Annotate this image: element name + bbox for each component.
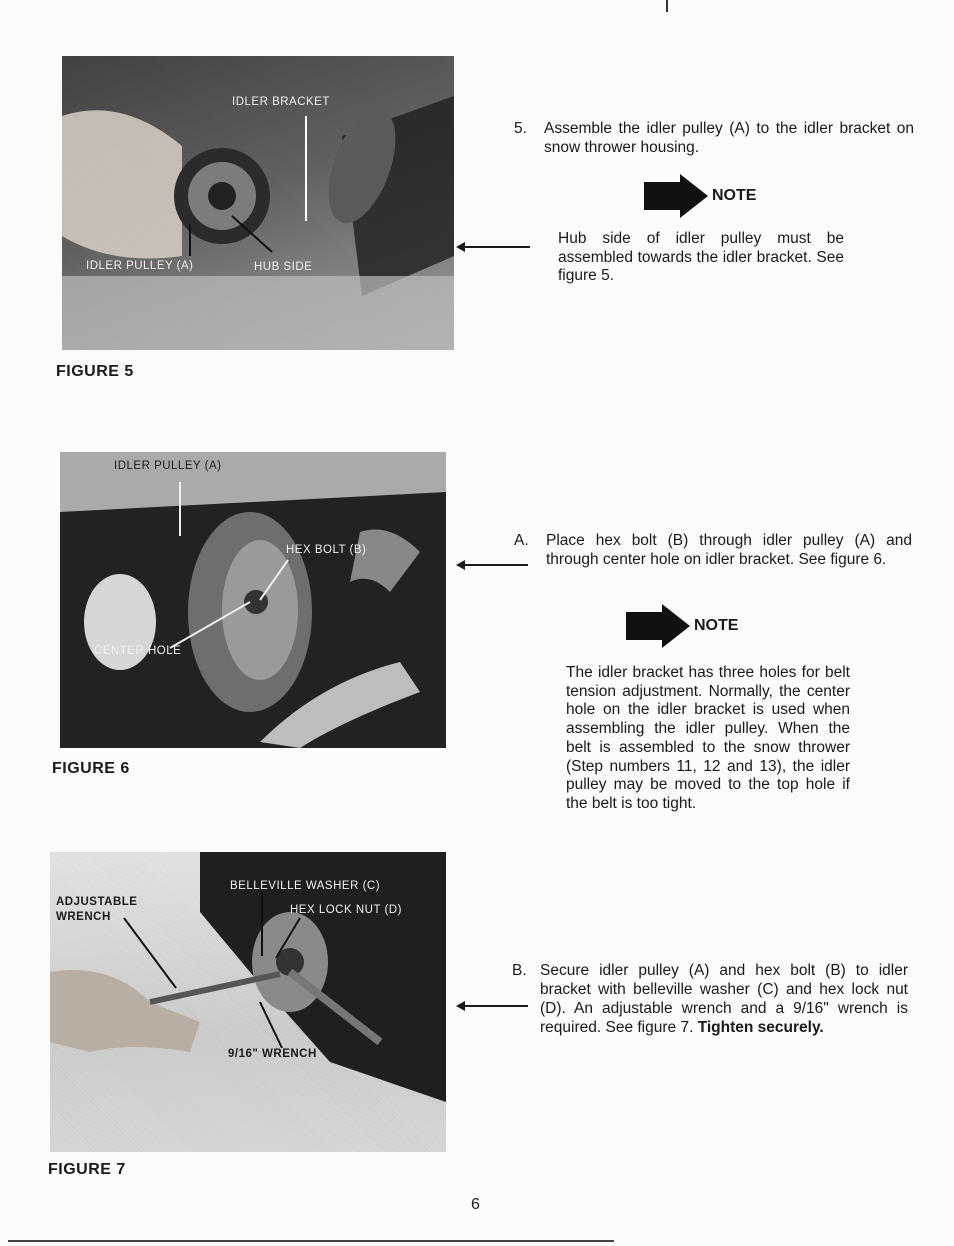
label-belleville-washer: BELLEVILLE WASHER (C) <box>230 880 381 892</box>
step-number: 5. <box>514 120 527 137</box>
pointer-arrow-step-5 <box>458 246 530 248</box>
label-hex-bolt: HEX BOLT (B) <box>286 544 367 556</box>
label-adjustable-wrench-2: WRENCH <box>56 911 111 923</box>
label-idler-pulley: IDLER PULLEY (A) <box>86 260 194 272</box>
step-5 <box>514 119 914 159</box>
figure-7-photo <box>50 852 446 1152</box>
step-text: Assemble the idler pulley (A) to the idler bracket on snow thrower housing. <box>544 120 914 156</box>
note-arrow-icon <box>626 604 690 648</box>
figure-6-photo <box>60 452 446 748</box>
label-hex-lock-nut: HEX LOCK NUT (D) <box>290 904 402 916</box>
step-number: B. <box>512 962 527 979</box>
step-text-body: Secure idler pulley (A) and hex bolt (B) to idler bracket with belleville washer (C) and hex lock nut (D). An adjustable wrench and a 9/16" wrench is required. See figure 7. <box>540 962 908 1036</box>
note-label: NOTE <box>694 617 739 634</box>
note-callout-step-a <box>626 604 756 648</box>
crop-mark <box>666 0 668 12</box>
label-idler-pulley-fig6: IDLER PULLEY (A) <box>114 460 222 472</box>
figure-7-caption: FIGURE 7 <box>48 1161 126 1178</box>
note-arrow-icon <box>644 174 708 218</box>
label-hub-side: HUB SIDE <box>254 261 313 273</box>
step-text-emphasis: Tighten securely. <box>697 1019 824 1036</box>
note-callout-step-5 <box>644 174 764 218</box>
label-center-hole: CENTER HOLE <box>94 645 182 657</box>
figure-6-illustration <box>60 452 446 748</box>
page-number: 6 <box>471 1196 480 1213</box>
note-text-step-5: Hub side of idler pulley must be assembled towards the idler bracket. See figure 5. <box>558 230 844 285</box>
label-idler-bracket: IDLER BRACKET <box>232 96 330 108</box>
label-916-wrench: 9/16" WRENCH <box>228 1048 317 1060</box>
label-adjustable-wrench-1: ADJUSTABLE <box>56 896 138 908</box>
bottom-rule <box>8 1240 614 1242</box>
figure-5-caption: FIGURE 5 <box>56 363 134 380</box>
note-text-step-a: The idler bracket has three holes for belt tension adjustment. Normally, the center hole on the idler bracket is used when assembling the idler pulley. When the belt is assembled to the snow thrower (Step numbers 11, 12 and 13), the idler pulley may be moved to the top hole if the belt is too tight. <box>566 664 850 812</box>
step-b <box>512 961 908 1037</box>
figure-6-caption: FIGURE 6 <box>52 760 130 777</box>
step-text: Place hex bolt (B) through idler pulley (A) and through center hole on idler bracket. See figure 6. <box>546 532 912 568</box>
step-a <box>514 531 912 589</box>
note-label: NOTE <box>712 187 757 204</box>
step-text <box>540 961 908 1037</box>
step-number: A. <box>514 532 529 549</box>
figure-5-photo <box>62 56 454 350</box>
